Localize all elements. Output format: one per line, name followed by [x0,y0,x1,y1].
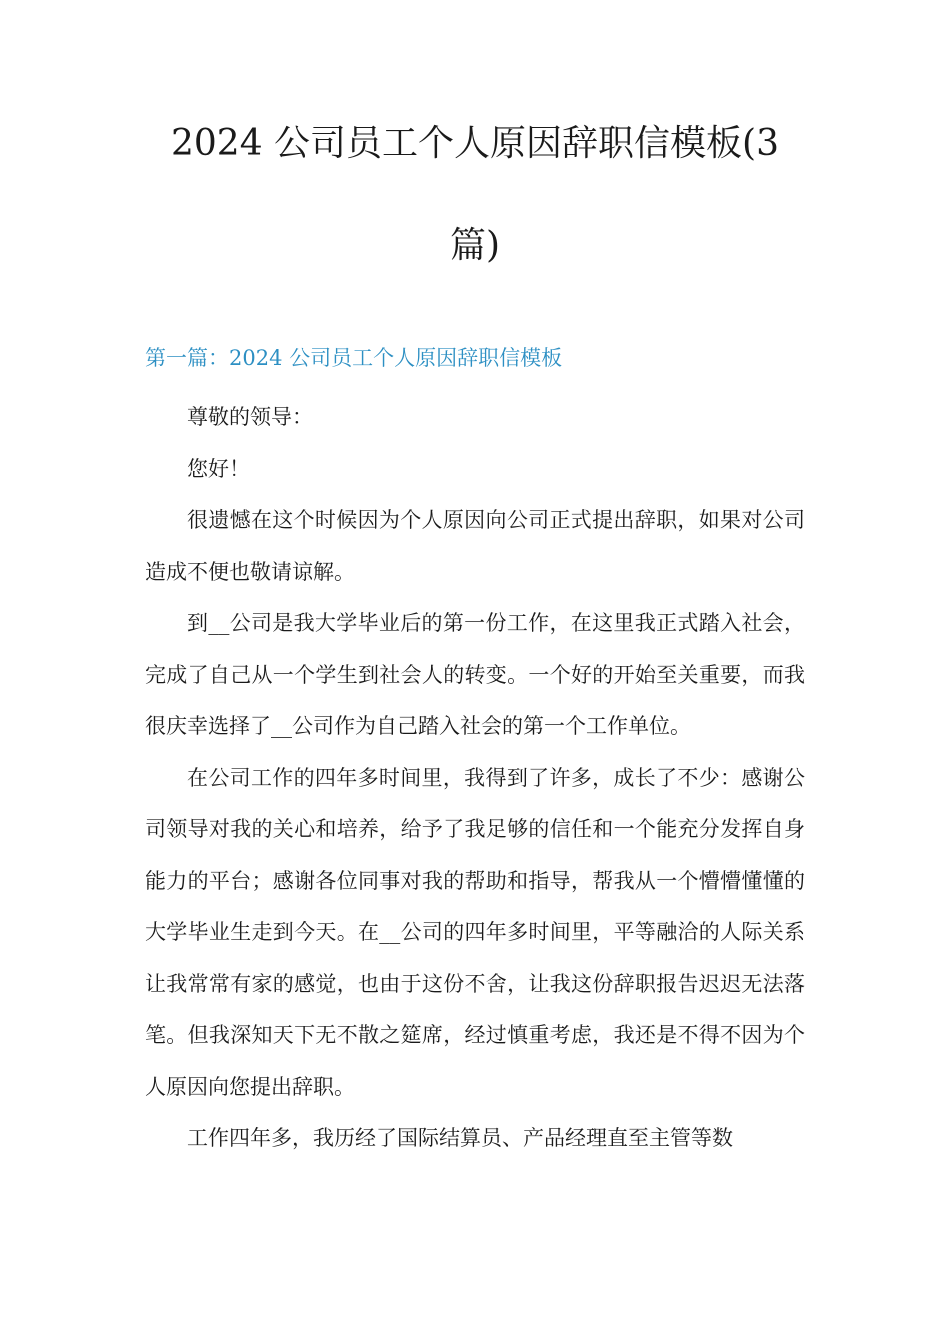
letter-body [145,392,805,1165]
paragraph: 工作四年多，我历经了国际结算员、产品经理直至主管等数 [187,1126,733,1150]
paragraph: 到__公司是我大学毕业后的第一份工作，在这里我正式踏入社会，完成了自己从一个学生到社会人的转变。一个好的开始至关重要，而我很庆幸选择了__公司作为自己踏入社会的第一个工作单位。 [145,611,805,738]
salutation: 尊敬的领导： [187,405,313,429]
greeting: 您好！ [187,456,250,481]
paragraph: 在公司工作的四年多时间里，我得到了许多，成长了不少：感谢公司领导对我的关心和培养，给予了我足够的信任和一个能充分发挥自身能力的平台；感谢各位同事对我的帮助和指导，帮我从一个懵懵懂懂的大学毕业生走到今天。在__公司的四年多时间里，平等融洽的人际关系让我常常有家的感觉，也由于这份不舍，让我这份辞职报告迟迟无法落笔。但我深知天下无不散之筵席，经过慎重考虑，我还是不得不因为个人原因向您提出辞职。 [145,765,805,1099]
document-title-line-2: 篇) [449,225,501,266]
section-heading: 第一篇：2024 公司员工个人原因辞职信模板 [145,346,563,370]
document-title-line-1: 2024 公司员工个人原因辞职信模板(3 [170,123,779,164]
paragraph: 很遗憾在这个时候因为个人原因向公司正式提出辞职，如果对公司造成不便也敬请谅解。 [145,508,805,584]
